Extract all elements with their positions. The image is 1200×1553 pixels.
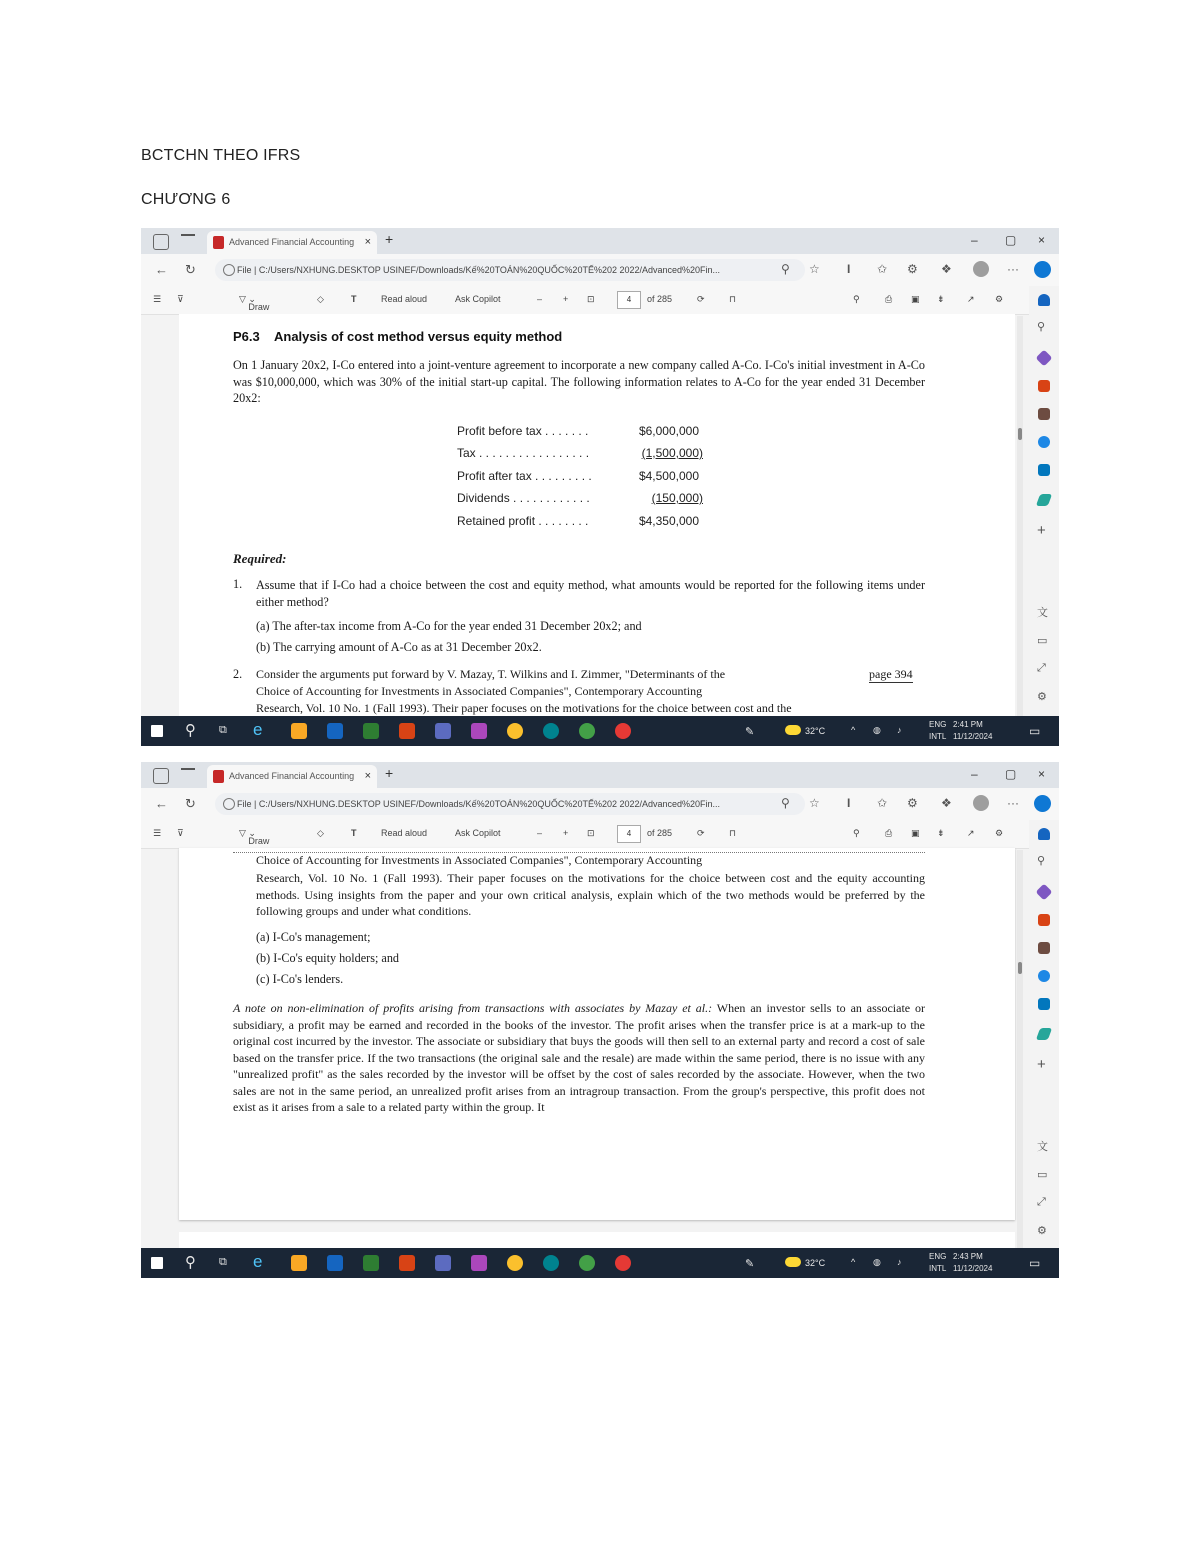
- document-title: BCTCHN THEO IFRS: [141, 147, 301, 164]
- zoom-in-button[interactable]: +: [563, 294, 569, 304]
- draw-label: Draw: [248, 836, 270, 846]
- visual-studio-icon[interactable]: [435, 1255, 451, 1271]
- pdf-page-2: [179, 848, 1015, 1220]
- problem-heading: Analysis of cost method versus equity method: [274, 329, 563, 344]
- question-2a: (a) I-Co's management;: [256, 930, 371, 944]
- taskbar-search-icon[interactable]: ⚲: [185, 1254, 196, 1271]
- fin-value-0: $6,000,000: [638, 424, 699, 438]
- note-body: When an investor sells to an associate or subsidiary, a profit may be earned and recorded in the books of the investor. The profit arises when the transfer price is at a mark-up to the original cost incurred by the investor. The associate or subsidiary that buys the goods will then sell to an external party and record a cost of sale based on the transfer price. If the two transactions (the original sale and the resale) are made within the same period, there is no issue with any "unrealized profit" as the sales recorded by the investor will be offset by the cost of sales recorded by the associate. However, when the two sales are not in the same period, an unrealized profit arises from an intragroup transaction. From the group's perspective, this profit does not exist as it arises from a sale to a related party within the group. It: [233, 1001, 925, 1114]
- maximize-button[interactable]: ▢: [1005, 767, 1017, 781]
- sidebar-office-icon[interactable]: [1038, 970, 1050, 982]
- extensions-icon[interactable]: ⚙: [907, 796, 918, 810]
- question-2-line-3: Research, Vol. 10 No. 1 (Fall 1993). Their paper focuses on the motivations for the choice between cost and the: [256, 701, 792, 715]
- note-paragraph: [233, 1000, 925, 1116]
- ie-icon[interactable]: e: [253, 1252, 263, 1271]
- search-icon[interactable]: ⚲: [853, 828, 860, 838]
- extensions-icon[interactable]: ⚙: [907, 262, 918, 276]
- draw-button[interactable]: ▽ Draw ⌄: [239, 294, 270, 312]
- workspaces-icon[interactable]: [153, 768, 169, 784]
- language-layout[interactable]: INTL: [929, 732, 947, 741]
- favorites-icon[interactable]: ✩: [877, 796, 888, 810]
- mail-icon[interactable]: [615, 723, 631, 739]
- url-text: File | C:/Users/NXHUNG.DESKTOP USINEF/Downloads/Kế%20TOÁN%20QUỐC%20TẾ%202 2022/Advanced%20Fin...: [237, 799, 721, 809]
- chapter-heading: CHƯƠNG 6: [141, 191, 231, 208]
- search-icon[interactable]: ⚲: [853, 294, 860, 304]
- settings-icon[interactable]: ⚙: [995, 294, 1004, 304]
- fit-page-icon[interactable]: ⊡: [587, 828, 595, 838]
- question-1-number: 1.: [233, 577, 243, 591]
- weather-icon: [785, 1257, 801, 1267]
- highlight-icon[interactable]: ⊽: [177, 828, 184, 838]
- close-window-button[interactable]: ×: [1038, 233, 1046, 247]
- sidebar-split-icon[interactable]: ⤢: [1037, 662, 1046, 674]
- visual-studio-icon[interactable]: [435, 723, 451, 739]
- url-text: File | C:/Users/NXHUNG.DESKTOP USINEF/Downloads/Kế%20TOÁN%20QUỐC%20TẾ%202 2022/Advanced%20Fin...: [237, 265, 721, 275]
- question-2-line-2: Choice of Accounting for Investments in Associated Companies", Contemporary Accounting: [256, 684, 703, 698]
- sidebar-tools-icon[interactable]: [1038, 380, 1050, 392]
- expand-icon[interactable]: ↗: [967, 828, 975, 838]
- sidebar-games-icon[interactable]: [1038, 942, 1050, 954]
- edge-sidebar: [1029, 286, 1059, 716]
- question-2c: (c) I-Co's lenders.: [256, 972, 344, 986]
- screenshot-1: [141, 228, 1059, 746]
- browser-tab[interactable]: [207, 765, 377, 788]
- minimize-button[interactable]: –: [971, 767, 978, 781]
- pdf-icon: [213, 770, 224, 783]
- weather-temp[interactable]: 32°C: [805, 1258, 826, 1268]
- file-explorer-icon[interactable]: [291, 1255, 307, 1271]
- powerpoint-icon[interactable]: [399, 723, 415, 739]
- site-info-icon[interactable]: [223, 264, 235, 276]
- weather-temp[interactable]: 32°C: [805, 726, 826, 736]
- fin-label-4: Retained profit . . . . . . . .: [457, 514, 589, 528]
- fin-label-2: Profit after tax . . . . . . . . .: [457, 469, 592, 483]
- browser-icon[interactable]: [579, 723, 595, 739]
- edge-icon[interactable]: [543, 723, 559, 739]
- clock-date[interactable]: 11/12/2024: [953, 732, 993, 741]
- notification-icon[interactable]: ▭: [1029, 1256, 1041, 1270]
- scrollbar-thumb[interactable]: [1018, 428, 1022, 440]
- zoom-out-button[interactable]: –: [537, 294, 543, 304]
- question-1b: (b) The carrying amount of A-Co as at 31 December 20x2.: [256, 640, 542, 654]
- zoom-icon[interactable]: ⚲: [781, 796, 790, 810]
- page-number-input[interactable]: 4: [617, 825, 641, 843]
- sidebar-outlook-icon[interactable]: [1038, 464, 1050, 476]
- save-icon[interactable]: ▣: [911, 828, 920, 838]
- tab-actions-icon[interactable]: [181, 234, 195, 250]
- tab-bar: [141, 228, 1059, 254]
- sidebar-notify-icon[interactable]: [1038, 294, 1050, 306]
- url-field[interactable]: [215, 793, 805, 815]
- fin-value-4: $4,350,000: [638, 514, 699, 528]
- text-button[interactable]: T: [351, 294, 357, 304]
- read-aloud-button[interactable]: Read aloud: [381, 828, 428, 838]
- language-layout[interactable]: INTL: [929, 1264, 947, 1273]
- erase-icon[interactable]: ◇: [317, 828, 324, 838]
- sidebar-notify-icon[interactable]: [1038, 828, 1050, 840]
- tab-title: Advanced Financial Accounting: [229, 771, 355, 781]
- site-info-icon[interactable]: [223, 798, 235, 810]
- rotate-icon[interactable]: ⟳: [697, 828, 705, 838]
- question-1: Assume that if I-Co had a choice between the cost and equity method, what amounts would be reported for the following items under either method?: [256, 578, 925, 609]
- address-bar-row: [141, 254, 1059, 286]
- weather-icon: [785, 725, 801, 735]
- sidebar-translate-icon[interactable]: 文: [1037, 1141, 1048, 1153]
- view-icon[interactable]: ⊓: [729, 828, 737, 838]
- sidebar-screen-icon[interactable]: ▭: [1037, 1169, 1048, 1181]
- word-icon[interactable]: [327, 1255, 343, 1271]
- sidebar-drop-icon[interactable]: [1036, 494, 1052, 506]
- sidebar-settings-icon[interactable]: ⚙: [1037, 691, 1047, 703]
- page-count: of 285: [647, 828, 673, 838]
- windows-taskbar-2: [141, 1248, 1059, 1278]
- pen-icon[interactable]: ✎: [745, 1258, 755, 1270]
- fit-page-icon[interactable]: ⊡: [587, 294, 595, 304]
- highlight-icon[interactable]: ⊽: [177, 294, 184, 304]
- copilot-icon[interactable]: [1034, 261, 1051, 278]
- draw-label: Draw: [248, 302, 270, 312]
- network-icon[interactable]: ◍: [873, 1257, 881, 1267]
- refresh-icon[interactable]: ↻: [185, 262, 196, 277]
- favorite-star-icon[interactable]: ☆: [809, 262, 820, 276]
- ask-copilot-button[interactable]: Ask Copilot: [455, 828, 501, 838]
- edge-icon[interactable]: [543, 1255, 559, 1271]
- tray-chevron-icon[interactable]: ^: [851, 725, 856, 735]
- new-tab-button[interactable]: +: [385, 765, 394, 781]
- sidebar-games-icon[interactable]: [1038, 408, 1050, 420]
- sidebar-settings-icon[interactable]: ⚙: [1037, 1225, 1047, 1237]
- note-title: A note on non-elimination of profits arising from transactions with associates by Mazay et al.:: [233, 1001, 713, 1015]
- language-code[interactable]: ENG: [929, 720, 947, 729]
- fin-label-3: Dividends . . . . . . . . . . . .: [457, 491, 590, 505]
- notification-icon[interactable]: ▭: [1029, 724, 1041, 738]
- contents-icon[interactable]: ☰: [153, 828, 162, 838]
- volume-icon[interactable]: ♪: [897, 725, 902, 735]
- task-view-icon[interactable]: ⧉: [219, 1256, 227, 1268]
- app-icon[interactable]: [471, 723, 487, 739]
- sidebar-translate-icon[interactable]: 文: [1037, 607, 1048, 619]
- pen-icon[interactable]: ✎: [745, 726, 755, 738]
- pdf-scrollbar-2[interactable]: [1017, 850, 1023, 1248]
- fin-value-1: (1,500,000): [641, 446, 703, 460]
- pdf-toolbar: [141, 286, 1059, 315]
- excel-icon[interactable]: [363, 723, 379, 739]
- more-menu-icon[interactable]: ···: [1007, 262, 1019, 276]
- page-number-input[interactable]: 4: [617, 291, 641, 309]
- sidebar-search-icon[interactable]: ⚲: [1037, 855, 1046, 867]
- fin-value-2: $4,500,000: [638, 469, 699, 483]
- print-icon[interactable]: ⎙: [885, 294, 893, 304]
- pdf-scrollbar[interactable]: [1017, 316, 1023, 716]
- pdf-icon: [213, 236, 224, 249]
- tab-title: Advanced Financial Accounting: [229, 237, 355, 247]
- problem-heading-number: P6.3: [233, 329, 260, 344]
- tab-close-icon[interactable]: ×: [364, 236, 371, 248]
- text-button[interactable]: T: [351, 828, 357, 838]
- page-count: of 285: [647, 294, 673, 304]
- save-as-icon[interactable]: ⇟: [937, 828, 945, 838]
- fin-label-1: Tax . . . . . . . . . . . . . . . . .: [457, 446, 590, 460]
- contents-icon[interactable]: ☰: [153, 294, 162, 304]
- sidebar-shopping-icon[interactable]: [1036, 884, 1053, 901]
- tab-bar-2: [141, 762, 1059, 788]
- screenshot-2: [141, 762, 1059, 1278]
- edge-sidebar-2: [1029, 820, 1059, 1248]
- zoom-in-button[interactable]: +: [563, 828, 569, 838]
- close-window-button[interactable]: ×: [1038, 767, 1046, 781]
- sidebar-drop-icon[interactable]: [1036, 1028, 1052, 1040]
- back-icon[interactable]: ←: [155, 796, 168, 811]
- rotate-icon[interactable]: ⟳: [697, 294, 705, 304]
- clock-time[interactable]: 2:41 PM: [953, 720, 983, 729]
- draw-button[interactable]: ▽ Draw ⌄: [239, 828, 270, 846]
- fin-label-0: Profit before tax . . . . . . .: [457, 424, 589, 438]
- network-icon[interactable]: ◍: [873, 725, 881, 735]
- browser-icon[interactable]: [579, 1255, 595, 1271]
- sidebar-shopping-icon[interactable]: [1036, 350, 1053, 367]
- sidebar-tools-icon[interactable]: [1038, 914, 1050, 926]
- erase-icon[interactable]: ◇: [317, 294, 324, 304]
- expand-icon[interactable]: ↗: [967, 294, 975, 304]
- start-icon[interactable]: [151, 1257, 163, 1269]
- pdf-page-1: [179, 314, 1015, 716]
- sidebar-add-icon[interactable]: +: [1037, 522, 1046, 539]
- settings-icon[interactable]: ⚙: [995, 828, 1004, 838]
- print-icon[interactable]: ⎙: [885, 828, 893, 838]
- sidebar-search-icon[interactable]: ⚲: [1037, 321, 1046, 333]
- maximize-button[interactable]: ▢: [1005, 233, 1017, 247]
- excel-icon[interactable]: [363, 1255, 379, 1271]
- windows-taskbar: [141, 716, 1059, 746]
- start-icon[interactable]: [151, 725, 163, 737]
- text-cursor-icon[interactable]: I: [847, 262, 851, 276]
- workspaces-icon[interactable]: [153, 234, 169, 250]
- next-pdf-page: [179, 1232, 1015, 1248]
- profile-avatar[interactable]: [973, 795, 989, 811]
- pdf-toolbar-2: [141, 820, 1059, 849]
- back-icon[interactable]: ←: [155, 262, 168, 277]
- question-2b: (b) I-Co's equity holders; and: [256, 951, 400, 965]
- intro-paragraph: On 1 January 20x2, I-Co entered into a joint-venture agreement to incorporate a new company called A-Co. I-Co's initial investment in A-Co was $10,000,000, which was 30% of the initial start-up capital. The following information relates to A-Co for the year ended 31 December 20x2:: [233, 358, 925, 405]
- question-1a: (a) The after-tax income from A-Co for the year ended 31 December 20x2; and: [256, 619, 642, 633]
- minimize-button[interactable]: –: [971, 233, 978, 247]
- mail-icon[interactable]: [615, 1255, 631, 1271]
- clock-time[interactable]: 2:43 PM: [953, 1252, 983, 1261]
- sidebar-office-icon[interactable]: [1038, 436, 1050, 448]
- question-2-cont-line-1: Choice of Accounting for Investments in Associated Companies", Contemporary Accounting: [256, 853, 703, 867]
- taskbar-search-icon[interactable]: ⚲: [185, 722, 196, 739]
- refresh-icon[interactable]: ↻: [185, 796, 196, 811]
- address-bar-row-2: [141, 788, 1059, 820]
- volume-icon[interactable]: ♪: [897, 1257, 902, 1267]
- chrome-icon[interactable]: [507, 723, 523, 739]
- sidebar-add-icon[interactable]: +: [1037, 1056, 1046, 1073]
- tab-close-icon[interactable]: ×: [364, 770, 371, 782]
- sidebar-split-icon[interactable]: ⤢: [1037, 1196, 1046, 1208]
- copilot-icon[interactable]: [1034, 795, 1051, 812]
- collections-icon[interactable]: ❖: [941, 796, 952, 810]
- file-explorer-icon[interactable]: [291, 723, 307, 739]
- ie-icon[interactable]: e: [253, 720, 263, 739]
- fin-value-3: (150,000): [651, 491, 703, 505]
- read-aloud-button[interactable]: Read aloud: [381, 294, 428, 304]
- sidebar-outlook-icon[interactable]: [1038, 998, 1050, 1010]
- browser-tab[interactable]: [207, 231, 377, 254]
- text-cursor-icon[interactable]: I: [847, 796, 851, 810]
- favorite-star-icon[interactable]: ☆: [809, 796, 820, 810]
- chrome-icon[interactable]: [507, 1255, 523, 1271]
- profile-avatar[interactable]: [973, 261, 989, 277]
- save-icon[interactable]: ▣: [911, 294, 920, 304]
- sidebar-screen-icon[interactable]: ▭: [1037, 635, 1048, 647]
- url-field[interactable]: [215, 259, 805, 281]
- question-2-cont: Research, Vol. 10 No. 1 (Fall 1993). Their paper focuses on the motivations for the choice between cost and the equity accounting methods. Using insights from the paper and your own critical analysis, explain which of the two methods would be preferred by the following groups and under what conditions.: [256, 871, 925, 918]
- zoom-out-button[interactable]: –: [537, 828, 543, 838]
- required-label: Required:: [233, 551, 287, 566]
- page-reference: page 394: [869, 667, 913, 681]
- view-icon[interactable]: ⊓: [729, 294, 737, 304]
- tab-actions-icon[interactable]: [181, 768, 195, 784]
- clock-date[interactable]: 11/12/2024: [953, 1264, 993, 1273]
- task-view-icon[interactable]: ⧉: [219, 724, 227, 736]
- app-icon[interactable]: [471, 1255, 487, 1271]
- tray-chevron-icon[interactable]: ^: [851, 1257, 856, 1267]
- save-as-icon[interactable]: ⇟: [937, 294, 945, 304]
- collections-icon[interactable]: ❖: [941, 262, 952, 276]
- question-2-line-1: Consider the arguments put forward by V. Mazay, T. Wilkins and I. Zimmer, "Determinants of the: [256, 667, 726, 681]
- question-2-number: 2.: [233, 667, 243, 681]
- favorites-icon[interactable]: ✩: [877, 262, 888, 276]
- word-icon[interactable]: [327, 723, 343, 739]
- powerpoint-icon[interactable]: [399, 1255, 415, 1271]
- zoom-icon[interactable]: ⚲: [781, 262, 790, 276]
- new-tab-button[interactable]: +: [385, 231, 394, 247]
- ask-copilot-button[interactable]: Ask Copilot: [455, 294, 501, 304]
- more-menu-icon[interactable]: ···: [1007, 796, 1019, 810]
- language-code[interactable]: ENG: [929, 1252, 947, 1261]
- scrollbar-thumb[interactable]: [1018, 962, 1022, 974]
